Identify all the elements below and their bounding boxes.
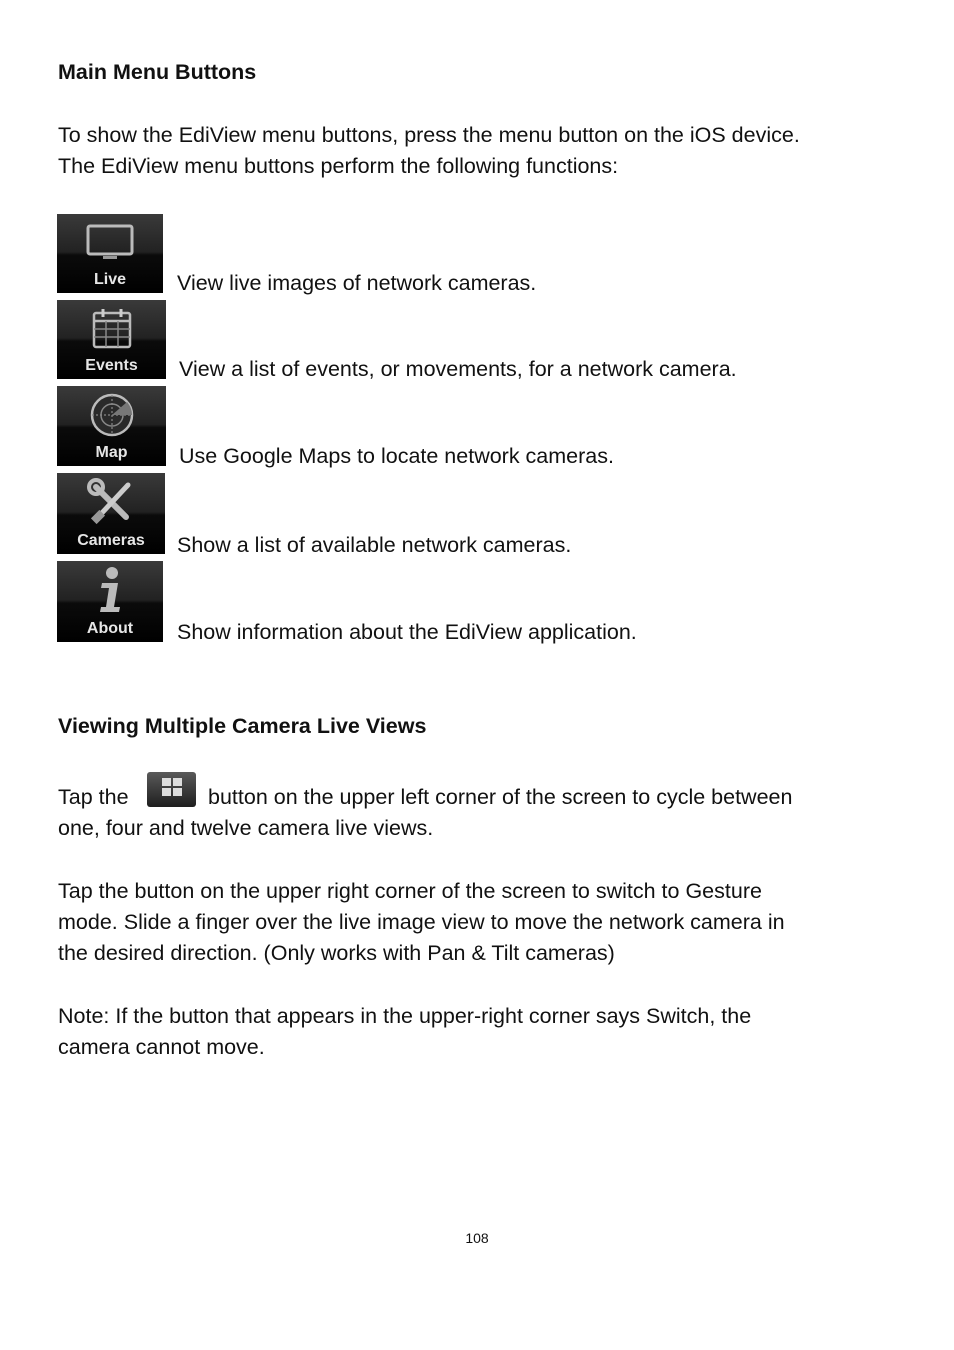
note-text-line-1: Note: If the button that appears in the upper-right corner says Switch, the	[58, 1004, 752, 1028]
gesture-text-line-1: Tap the button on the upper right corner of the screen to switch to Gesture	[58, 879, 762, 903]
tap-prefix-text: Tap the	[58, 785, 129, 809]
menu-description-map: Use Google Maps to locate network cameras.	[179, 444, 614, 468]
tap-suffix-text: button on the upper left corner of the screen to cycle between	[208, 785, 793, 809]
menu-description-live: View live images of network cameras.	[177, 271, 537, 295]
section-heading-multiple-views: Viewing Multiple Camera Live Views	[58, 714, 427, 738]
section-heading-main-menu: Main Menu Buttons	[58, 60, 257, 84]
menu-button-label: About	[86, 620, 134, 637]
intro-text-line-1: To show the EdiView menu buttons, press the menu button on the iOS device.	[58, 123, 800, 147]
menu-button-label: Events	[85, 357, 138, 374]
about-button-image	[57, 561, 163, 642]
intro-text-line-2: The EdiView menu buttons perform the following functions:	[58, 154, 619, 178]
gesture-text-line-2: mode. Slide a finger over the live image view to move the network camera in	[58, 910, 785, 934]
menu-description-cameras: Show a list of available network cameras.	[177, 533, 572, 557]
events-button-image	[57, 300, 166, 379]
page-number: 108	[465, 1230, 489, 1246]
tv-icon	[57, 220, 163, 266]
menu-description-events: View a list of events, or movements, for a network camera.	[179, 357, 737, 381]
calendar-icon	[57, 306, 166, 352]
grid-icon	[161, 777, 183, 802]
info-icon	[57, 567, 163, 613]
gesture-text-line-3: the desired direction. (Only works with Pan & Tilt cameras)	[58, 941, 615, 965]
note-text-line-2: camera cannot move.	[58, 1035, 265, 1059]
menu-button-label: Cameras	[77, 532, 145, 549]
live-button-image	[57, 214, 163, 293]
cameras-button-image	[57, 473, 165, 554]
menu-button-label: Map	[95, 444, 128, 461]
tools-icon	[57, 479, 165, 525]
menu-description-about: Show information about the EdiView application.	[177, 620, 637, 644]
grid-view-button-image	[147, 772, 196, 807]
map-button-image	[57, 386, 166, 466]
tap-text-line-2: one, four and twelve camera live views.	[58, 816, 434, 840]
radar-icon	[57, 392, 166, 438]
menu-button-label: Live	[93, 271, 126, 288]
